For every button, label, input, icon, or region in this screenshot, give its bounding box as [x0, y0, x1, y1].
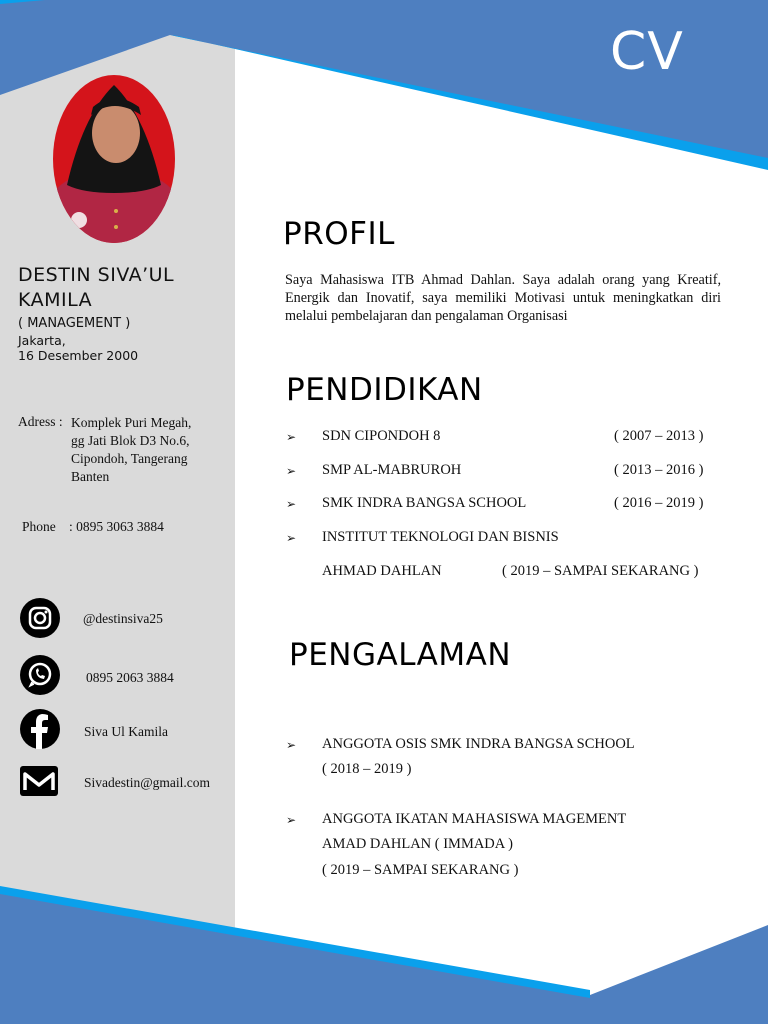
bullet-arrow-icon: ➢: [286, 464, 297, 478]
instagram-handle[interactable]: @destinsiva25: [83, 611, 163, 626]
address-value: [71, 414, 191, 486]
bullet-arrow-icon: ➢: [286, 813, 297, 827]
education-years: ( 2016 – 2019 ): [614, 495, 704, 511]
education-school: INSTITUT TEKNOLOGI DAN BISNIS: [322, 529, 559, 545]
education-school: SMP AL-MABRUROH: [322, 462, 462, 478]
name-line2: KAMILA: [18, 289, 93, 311]
bullet-arrow-icon: ➢: [286, 738, 297, 752]
phone-label: Phone: [22, 519, 56, 534]
name-line1: DESTIN SIVA’UL: [18, 264, 175, 286]
address-line: gg Jati Blok D3 No.6,: [71, 433, 190, 448]
address-line: Banten: [71, 469, 110, 484]
whatsapp-number[interactable]: 0895 2063 3884: [86, 670, 174, 685]
education-school: SDN CIPONDOH 8: [322, 428, 441, 444]
full-name: [18, 263, 228, 313]
experience-heading: PENGALAMAN: [289, 637, 512, 673]
birth-place: Jakarta,: [18, 333, 66, 348]
experience-title-line2: AMAD DAHLAN ( IMMADA ): [322, 836, 513, 852]
profile-text: Saya Mahasiswa ITB Ahmad Dahlan. Saya adalah orang yang Kreatif, Energik dan Inovatif, saya memiliki Motivasi untuk meningkatkan diri melalui pembelajaran dan pengalaman Organisasi: [285, 272, 721, 324]
facebook-name[interactable]: Siva Ul Kamila: [84, 724, 168, 739]
major-label: ( MANAGEMENT ): [18, 316, 131, 331]
bullet-arrow-icon: ➢: [286, 430, 297, 444]
experience-title: ANGGOTA OSIS SMK INDRA BANGSA SCHOOL: [322, 736, 635, 752]
birth-info: [18, 333, 138, 363]
education-years: ( 2013 – 2016 ): [614, 462, 704, 478]
email-icon[interactable]: [20, 766, 58, 796]
birth-date: 16 Desember 2000: [18, 348, 139, 363]
email-address[interactable]: Sivadestin@gmail.com: [84, 775, 211, 790]
address-line: Komplek Puri Megah,: [71, 415, 192, 430]
phone-value: : 0895 3063 3884: [69, 519, 164, 534]
experience-period: ( 2019 – SAMPAI SEKARANG ): [322, 862, 519, 878]
bullet-arrow-icon: ➢: [286, 531, 297, 545]
address-label: Adress :: [18, 414, 63, 429]
education-school-line2: AHMAD DAHLAN: [322, 563, 442, 579]
education-school: SMK INDRA BANGSA SCHOOL: [322, 495, 527, 511]
experience-title: ANGGOTA IKATAN MAHASISWA MAGEMENT: [322, 811, 627, 827]
education-years: ( 2007 – 2013 ): [614, 428, 704, 444]
experience-period: ( 2018 – 2019 ): [322, 761, 412, 777]
whatsapp-icon[interactable]: [20, 655, 60, 695]
cv-title: CV: [610, 22, 684, 82]
instagram-icon[interactable]: [20, 598, 60, 638]
facebook-icon[interactable]: [20, 709, 60, 749]
profile-heading: PROFIL: [283, 216, 395, 252]
address-line: Cipondoh, Tangerang: [71, 451, 188, 466]
education-heading: PENDIDIKAN: [286, 372, 483, 408]
bullet-arrow-icon: ➢: [286, 497, 297, 511]
education-years: ( 2019 – SAMPAI SEKARANG ): [502, 563, 699, 579]
profile-photo: [53, 75, 175, 243]
